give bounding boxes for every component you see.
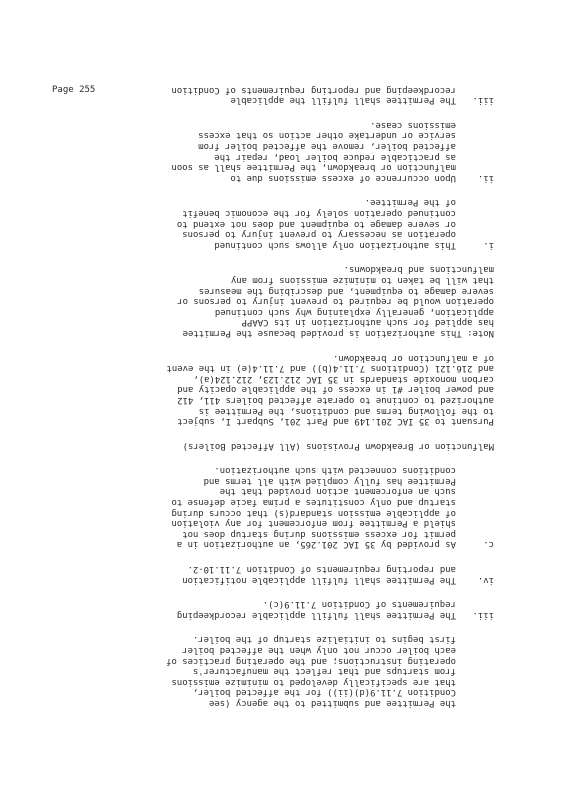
text-line: requirements of Condition 7.11.9(c).: [262, 599, 456, 610]
text-line: operation as necessary to prevent injury to persons: [182, 229, 456, 240]
text-line: startup and only constitutes a prima facie defense to: [171, 497, 456, 508]
text-line: The Permittee shall fulfill applicable recordkeeping: [176, 609, 456, 620]
text-line: and 216.121 (Conditions 7.11.4(b)) and 7.11.4(e) in the event: [166, 363, 494, 374]
note-paragraph: [64, 264, 494, 338]
list-item-iii-b: [64, 84, 494, 105]
text-line: operation would be required to prevent injury to persons or: [177, 296, 494, 307]
text-line: as practicable reduce boiler load, repair the: [214, 151, 456, 162]
text-line: Note: This authorization is provided because the Permittee: [182, 327, 494, 338]
section-1-continuation: [64, 634, 494, 708]
text-line: the Permittee and submitted to the agency (see: [209, 698, 456, 708]
text-line: Condition 7.11.9(d)(ii)) for the affected boiler,: [192, 687, 456, 698]
paragraph: [64, 352, 494, 426]
item-number: iv.: [477, 574, 494, 585]
section-heading: Malfunction or Breakdown Provisions (All Affected Boilers): [182, 440, 494, 451]
text-line: and reporting requirements of Condition 7.11.10-2.: [187, 564, 456, 575]
text-line: continued operation solely for the economic benefit: [182, 208, 456, 219]
item-number: ii.: [477, 172, 494, 183]
text-line: Pursuant to 35 IAC 201.149 and Part 201, Subpart I, subject: [177, 416, 494, 427]
page-number: Page 255: [52, 85, 96, 95]
list-item-i: [64, 197, 494, 250]
text-line: first begins to initialize startup of the boiler.: [192, 634, 456, 645]
list-item-ii: [64, 119, 494, 183]
text-line: malfunction or breakdown, the Permittee shall as soon: [171, 162, 456, 173]
text-line: such an enforcement action provided that the: [219, 486, 456, 497]
text-line: severe damage to equipment, and describing the measures: [198, 285, 494, 296]
text-line: malfunctions and breakdowns.: [343, 264, 494, 275]
text-line: This authorization only allows such continued: [214, 239, 456, 250]
item-number: iii.: [472, 609, 494, 620]
text-line: permit for excess emissions during startup does not: [182, 528, 456, 539]
text-line: that are specifically developed to minimize emissions: [171, 676, 456, 687]
text-line: from startups and that reflect the manufacturer's: [192, 666, 456, 677]
text-line: service or undertake other action so that excess: [198, 130, 456, 141]
text-line: The Permittee shall fulfill the applicable: [230, 95, 456, 106]
text-line: emissions cease.: [370, 119, 456, 130]
text-line: that will be taken to minimize emissions from any: [230, 275, 494, 285]
text-line: each boiler occur not only when the affected boiler: [182, 645, 456, 656]
text-line: shield a Permittee from enforcement for any violation: [171, 518, 456, 529]
text-line: and power boiler #1 in excess of the applicable opacity and: [177, 384, 494, 395]
text-line: authorized to continue to operate affected boilers 411, 412: [177, 394, 494, 405]
text-line: application, generally explaining why such continued: [214, 306, 494, 317]
list-item-c: [64, 465, 494, 550]
text-line: to the following terms and conditions, the Permittee is: [198, 405, 494, 416]
item-number: c.: [483, 539, 494, 550]
text-line: Upon occurrence of excess emissions due to: [230, 172, 456, 183]
text-line: Permittee has fully complied with all terms and: [203, 475, 456, 486]
text-line: As provided by 35 IAC 201.265, an authorization in a: [176, 539, 456, 550]
text-line: of applicable emission standard(s) that occurs during: [171, 507, 456, 518]
document-body: [64, 84, 494, 708]
text-line: of the Permittee.: [364, 197, 456, 208]
text-line: operating instructions; and the operating practices of: [166, 655, 456, 666]
text-line: affected boiler, remove the affected boiler from: [198, 141, 456, 152]
text-line: recordkeeping and reporting requirements of Condition: [171, 84, 456, 95]
list-item-iv: [64, 563, 494, 584]
text-line: has applied for such authorization in its CAAPP: [241, 317, 494, 328]
item-number: i.: [483, 239, 494, 250]
text-line: The Permittee shall fulfill applicable notification: [182, 574, 456, 585]
list-item-iii: [64, 599, 494, 620]
text-line: carbon monoxide standards in 35 IAC 212.123, 212.124(a),: [193, 373, 494, 384]
item-number: iii.: [472, 95, 494, 106]
text-line: conditions connected with such authorization.: [214, 465, 456, 476]
text-line: or severe damage to equipment and does not extend to: [176, 218, 456, 229]
text-line: of a malfunction or breakdown.: [332, 352, 494, 363]
